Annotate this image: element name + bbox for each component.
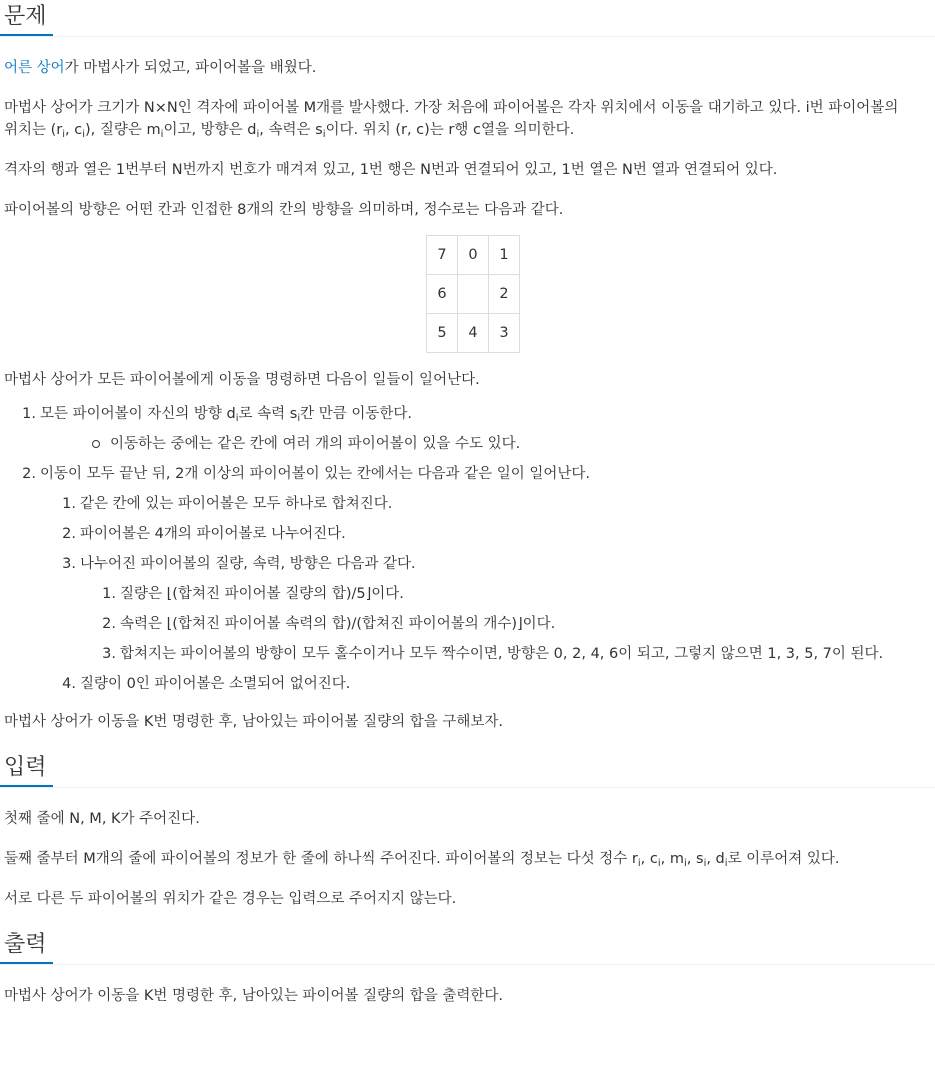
- list-item: [0, 403, 935, 425]
- table-cell: 5: [427, 314, 458, 353]
- table-cell: 2: [489, 275, 520, 314]
- input-heading: 입력: [0, 751, 53, 787]
- adult-shark-link[interactable]: 어른 상어: [4, 60, 65, 76]
- sub-i: i: [256, 129, 260, 140]
- step2-3-3-text: 합쳐지는 파이어볼의 방향이 모두 홀수이거나 모두 짝수이면, 방향은 0, 2, 4, 6이 되고, 그렇지 않으면 1, 3, 5, 7이 된다.: [120, 646, 884, 662]
- problem-headline: [0, 0, 935, 37]
- table-cell: [458, 275, 489, 314]
- p2-text-a: 위치는 (r: [4, 122, 63, 138]
- step1-sub-text: 이동하는 중에는 같은 칸에 여러 개의 파이어볼이 있을 수도 있다.: [110, 436, 521, 452]
- list-marker: 3.: [62, 556, 76, 572]
- sub-i: i: [82, 129, 86, 140]
- output-heading: 출력: [0, 928, 53, 964]
- problem-paragraph-6: 마법사 상어가 이동을 K번 명령한 후, 남아있는 파이어볼 질량의 합을 구해보자.: [4, 714, 504, 730]
- step1-text-a: 모든 파이어볼이 자신의 방향 d: [40, 406, 236, 422]
- list-item: [0, 583, 935, 605]
- input-p2-f: 로 이루어져 있다.: [727, 851, 840, 867]
- list-item: [0, 553, 935, 575]
- p2-text-b: , c: [65, 122, 83, 138]
- sub-i: i: [297, 413, 301, 424]
- intro-text: 가 마법사가 되었고, 파이어볼을 배웠다.: [64, 60, 317, 76]
- input-p2-c: , m: [660, 851, 684, 867]
- list-item: [0, 463, 935, 485]
- table-cell: 7: [427, 236, 458, 275]
- input-headline: [0, 751, 935, 788]
- input-paragraph-3: 서로 다른 두 파이어볼의 위치가 같은 경우는 입력으로 주어지지 않는다.: [4, 891, 457, 907]
- table-row: [427, 314, 520, 353]
- input-paragraph-2: [0, 848, 935, 870]
- sub-i: i: [322, 129, 326, 140]
- problem-intro: [0, 57, 935, 79]
- sub-i: i: [160, 129, 164, 140]
- table-cell: 4: [458, 314, 489, 353]
- problem-paragraph-4: 파이어볼의 방향은 어떤 칸과 인접한 8개의 칸의 방향을 의미하며, 정수로는 다음과 같다.: [4, 202, 564, 218]
- step2-1-text: 같은 칸에 있는 파이어볼은 모두 하나로 합쳐진다.: [80, 496, 393, 512]
- list-item: [0, 523, 935, 545]
- problem-paragraph-5: 마법사 상어가 모든 파이어볼에게 이동을 명령하면 다음이 일들이 일어난다.: [4, 372, 480, 388]
- p2-text-d: 이고, 방향은 d: [163, 122, 257, 138]
- table-cell: 6: [427, 275, 458, 314]
- output-headline: [0, 928, 935, 965]
- sub-i: i: [235, 413, 239, 424]
- output-section: [0, 928, 935, 1007]
- sub-i: i: [684, 858, 687, 869]
- problem-heading: 문제: [0, 0, 53, 36]
- list-marker: 2.: [22, 466, 36, 482]
- list-marker: 4.: [62, 676, 76, 692]
- sub-i: i: [62, 129, 66, 140]
- sub-i: i: [657, 858, 661, 869]
- p2-line1: 마법사 상어가 크기가 N×N인 격자에 파이어볼 M개를 발사했다. 가장 처음에 파이어볼은 각자 위치에서 이동을 대기하고 있다. i번 파이어볼의: [4, 100, 899, 116]
- circle-bullet-icon: [92, 440, 100, 448]
- step2-3-1-text: 질량은 ⌊(합쳐진 파이어볼 질량의 합)/5⌋이다.: [120, 586, 404, 602]
- step1-text-b: 로 속력 s: [238, 406, 298, 422]
- table-cell: 3: [489, 314, 520, 353]
- input-paragraph-1: 첫째 줄에 N, M, K가 주어진다.: [4, 811, 200, 827]
- problem-paragraph-3: 격자의 행과 열은 1번부터 N번까지 번호가 매겨져 있고, 1번 행은 N번과 연결되어 있고, 1번 열은 N번 열과 연결되어 있다.: [4, 162, 778, 178]
- sub-i: i: [637, 858, 641, 869]
- step2-text: 이동이 모두 끝난 뒤, 2개 이상의 파이어볼이 있는 칸에서는 다음과 같은 일이 일어난다.: [40, 466, 590, 482]
- list-marker: 2.: [102, 616, 116, 632]
- list-item: [0, 433, 935, 455]
- table-row: [427, 236, 520, 275]
- list-item: [0, 493, 935, 515]
- list-marker: 1.: [22, 406, 36, 422]
- list-marker: 1.: [62, 496, 76, 512]
- input-section: [0, 751, 935, 910]
- p2-text-f: 이다. 위치 (r, c)는 r행 c열을 의미한다.: [325, 122, 575, 138]
- problem-paragraph-2: [0, 97, 935, 141]
- table-cell: 0: [458, 236, 489, 275]
- list-marker: 3.: [102, 646, 116, 662]
- list-item: [0, 613, 935, 635]
- list-item: [0, 673, 935, 695]
- list-item: [0, 643, 935, 665]
- output-paragraph-1: 마법사 상어가 이동을 K번 명령한 후, 남아있는 파이어볼 질량의 합을 출력한다.: [4, 988, 504, 1004]
- p2-text-c: ), 질량은 m: [85, 122, 161, 138]
- input-p2-a: 둘째 줄부터 M개의 줄에 파이어볼의 정보가 한 줄에 하나씩 주어진다. 파이어볼의 정보는 다섯 정수 r: [4, 851, 638, 867]
- input-p2-e: , d: [706, 851, 725, 867]
- step2-3-2-text: 속력은 ⌊(합쳐진 파이어볼 속력의 합)/(합쳐진 파이어볼의 개수)⌋이다.: [120, 616, 556, 632]
- table-cell: 1: [489, 236, 520, 275]
- p2-text-e: , 속력은 s: [259, 122, 323, 138]
- input-p2-d: , s: [686, 851, 704, 867]
- list-marker: 2.: [62, 526, 76, 542]
- input-p2-b: , c: [640, 851, 658, 867]
- step2-2-text: 파이어볼은 4개의 파이어볼로 나누어진다.: [80, 526, 346, 542]
- table-row: [427, 275, 520, 314]
- sub-i: i: [724, 858, 728, 869]
- step2-3-text: 나누어진 파이어볼의 질량, 속력, 방향은 다음과 같다.: [80, 556, 416, 572]
- list-marker: 1.: [102, 586, 116, 602]
- steps-list: [0, 403, 935, 695]
- direction-table: [426, 235, 520, 353]
- step2-4-text: 질량이 0인 파이어볼은 소멸되어 없어진다.: [80, 676, 351, 692]
- step1-text-c: 칸 만큼 이동한다.: [300, 406, 412, 422]
- sub-i: i: [703, 858, 707, 869]
